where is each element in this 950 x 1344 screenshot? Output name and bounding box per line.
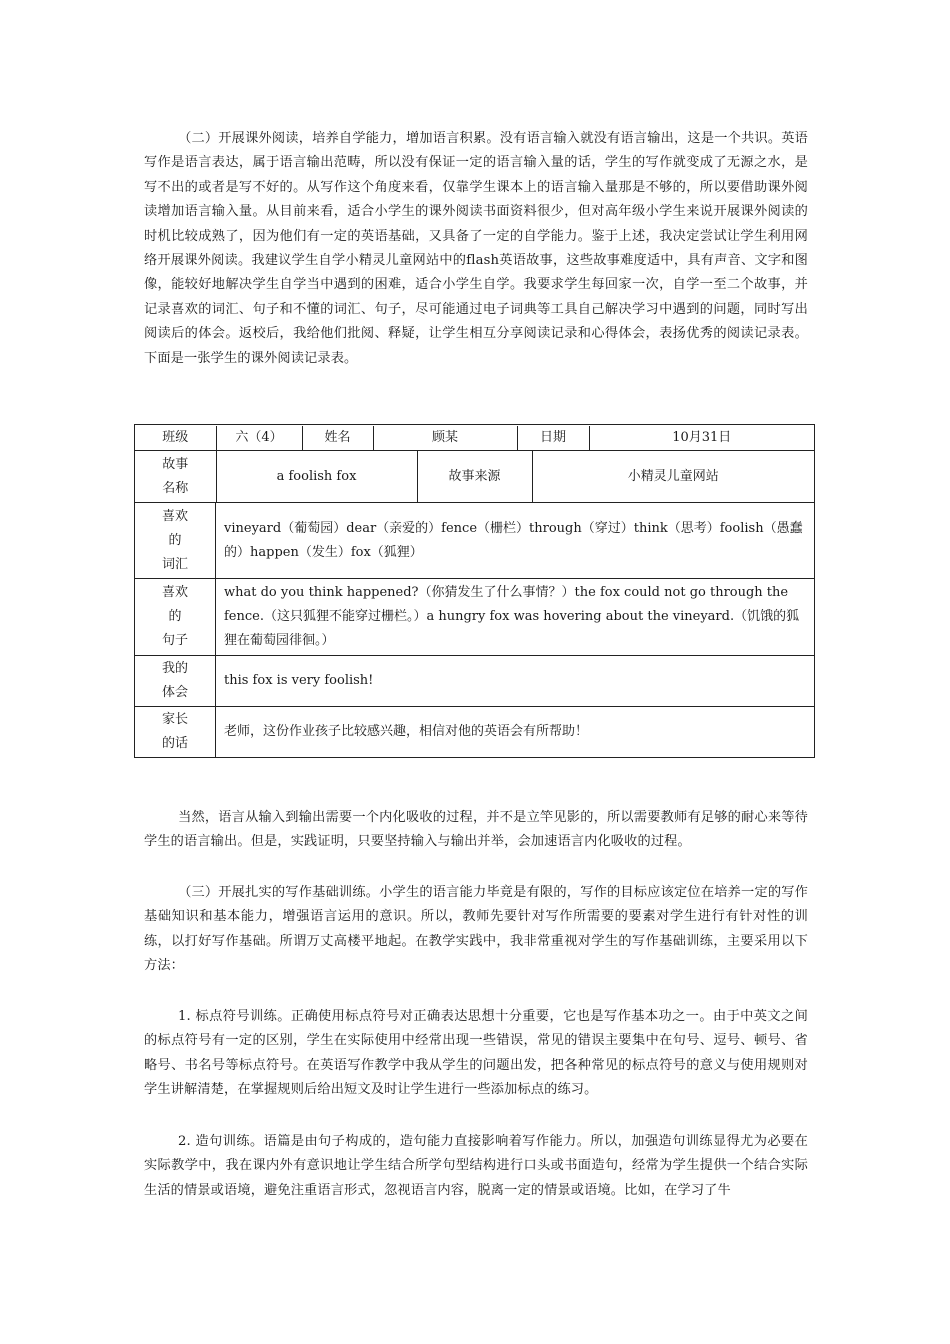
favorite-sentences-label: 喜欢 的 句子	[135, 579, 216, 656]
parent-comment-label: 家长 的话	[135, 707, 216, 758]
table-row	[135, 425, 815, 451]
story-source-label: 故事来源	[417, 451, 532, 502]
table-row	[135, 503, 815, 579]
table-row	[135, 451, 815, 503]
favorite-sentences-value: what do you think happened?（你猜发生了什么事情？）the fox could not go through the fence.（这只狐狸不能穿过栅栏。）a hungry fox was hovering about the vineyard.（饥饿的狐狸在葡萄园徘徊。）	[216, 579, 815, 656]
table-row	[135, 579, 815, 656]
favorite-words-value: vineyard（葡萄园）dear（亲爱的）fence（栅栏）through（穿过）think（思考）foolish（愚蠢的）happen（发生）fox（狐狸）	[216, 503, 815, 579]
name-label: 姓名	[302, 426, 373, 450]
reading-record-table	[134, 424, 815, 758]
story-name-label: 故事 名称	[135, 451, 216, 502]
my-feeling-label: 我的 体会	[135, 656, 216, 707]
paragraph-extracurricular-reading: （二）开展课外阅读，培养自学能力，增加语言积累。没有语言输入就没有语言输出，这是一个共识。英语写作是语言表达，属于语言输出范畴，所以没有保证一定的语言输入量的话，学生的写作就变成了无源之水，是写不出的或者是写不好的。从写作这个角度来看，仅靠学生课本上的语言输入量那是不够的，所以要借助课外阅读增加语言输入量。从目前来看，适合小学生的课外阅读书面资料很少，但对高年级小学生来说开展课外阅读的时机比较成熟了，因为他们有一定的英语基础，又具备了一定的自学能力。鉴于上述，我决定尝试让学生利用网络开展课外阅读。我建议学生自学小精灵儿童网站中的flash英语故事，这些故事难度适中，具有声音、文字和图像，能较好地解决学生自学当中遇到的困难，适合小学生自学。我要求学生每回家一次，自学一至二个故事，并记录喜欢的词汇、句子和不懂的词汇、句子，尽可能通过电子词典等工具自己解决学习中遇到的问题，同时写出阅读后的体会。返校后，我给他们批阅、释疑，让学生相互分享阅读记录和心得体会，表扬优秀的阅读记录表。下面是一张学生的课外阅读记录表。	[144, 131, 808, 366]
paragraph-sentence-training: 2. 造句训练。语篇是由句子构成的，造句能力直接影响着写作能力。所以，加强造句训练显得尤为必要在实际教学中，我在课内外有意识地让学生结合所学句型结构进行口头或书面造句，经常为学生提供一个结合实际生活的情景或语境，避免注重语言形式，忽视语言内容，脱离一定的情景或语境。比如，在学习了牛	[144, 1134, 808, 1198]
name-value: 顾某	[373, 426, 517, 450]
class-value: 六（4）	[216, 426, 302, 450]
parent-comment-value: 老师，这份作业孩子比较感兴趣，相信对他的英语会有所帮助！	[216, 707, 815, 758]
date-value: 10月31日	[672, 429, 732, 445]
story-source-value: 小精灵儿童网站	[627, 468, 719, 484]
table-row	[135, 656, 815, 707]
date-label: 日期	[517, 426, 589, 450]
my-feeling-value: this fox is very foolish!	[216, 656, 815, 707]
table-row	[135, 707, 815, 758]
favorite-words-label: 喜欢 的 词汇	[135, 503, 216, 579]
paragraph-punctuation-training: 1. 标点符号训练。正确使用标点符号对正确表达思想十分重要，它也是写作基本功之一。由于中英文之间的标点符号有一定的区别，学生在实际使用中经常出现一些错误，常见的错误主要集中在句号、逗号、顿号、省略号、书名号等标点符号。在英语写作教学中我从学生的问题出发，把各种常见的标点符号的意义与使用规则对学生讲解清楚，在掌握规则后给出短文及时让学生进行一些添加标点的练习。	[144, 1009, 808, 1098]
paragraph-writing-foundation: （三）开展扎实的写作基础训练。小学生的语言能力毕竟是有限的，写作的目标应该定位在培养一定的写作基础知识和基本能力，增强语言运用的意识。所以，教师先要针对写作所需要的要素对学生进行有针对性的训练，以打好写作基础。所谓万丈高楼平地起。在教学实践中，我非常重视对学生的写作基础训练，主要采用以下方法：	[144, 885, 808, 974]
class-label: 班级	[135, 426, 216, 450]
paragraph-language-internalization: 当然，语言从输入到输出需要一个内化吸收的过程，并不是立竿见影的，所以需要教师有足够的耐心来等待学生的语言输出。但是，实践证明，只要坚持输入与输出并举，会加速语言内化吸收的过程。	[144, 810, 808, 850]
story-name-value: a foolish fox	[216, 451, 417, 502]
